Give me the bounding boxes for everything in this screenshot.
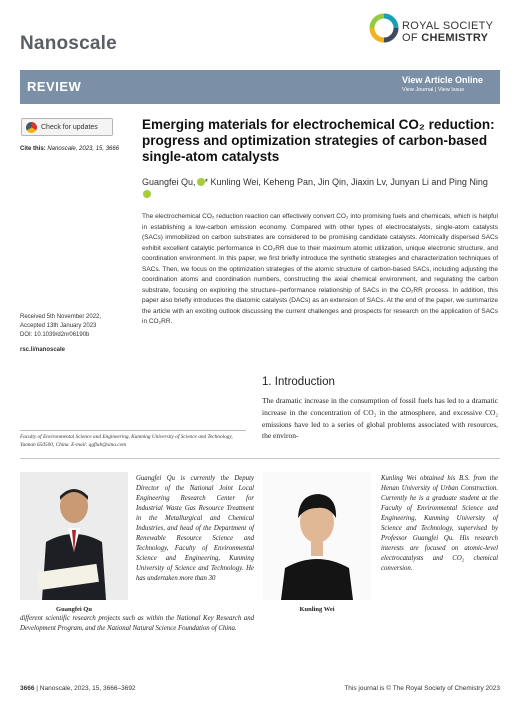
page-footer-copyright: This journal is © The Royal Society of Chemistry 2023	[344, 685, 500, 692]
received-dates: Received 5th November 2022, Accepted 13th January 2023	[20, 314, 102, 329]
crossmark-icon	[26, 122, 37, 133]
author-bio-qu: Guangfei Qu is currently the Deputy Director of the National Joint Local Engineering Research Center for Industrial Waste Gas Resource Treatment in the Metallurgical and Chemical Industries, and head of the Department of Renewable Resource Science and Technology, Faculty of Environmental Science and Engineering, Kunming University of Science and Technology. He has undertaken more than 30	[136, 475, 254, 582]
photo-caption: Kunling Wei	[299, 606, 335, 613]
author-list: Guangfei Qu, * Kunling Wei, Keheng Pan, Jin Qin, Jiaxin Lv, Junyan Li and Ping Ning	[142, 176, 492, 200]
cite-this: Cite this: Nanoscale, 2023, 15, 3666	[20, 146, 120, 152]
page-footer-citation: 3666 | Nanoscale, 2023, 15, 3666–3692	[20, 685, 136, 692]
orcid-icon[interactable]	[143, 190, 151, 198]
publisher-line-2: OF CHEMISTRY	[402, 32, 489, 44]
author-bio-wei: Kunling Wei obtained his B.S. from the Henan University of Urban Construction. Currently he is a graduate student at the Faculty of Environmental Science and Engineering, Kunming University of Science and Technology, supervised by Professor Guangfei Qu. His research interests are focused on atomic-level electrocatalysts and CO₂ chemical conversion.	[381, 475, 498, 572]
abstract: The electrochemical CO₂ reduction reaction can effectively convert CO₂ into promising fuels and chemicals, which is helpful in establishing a low-carbon emission economy. Compared with other types of electrocatalysts, single-atom catalysts (SACs) immobilized on carbon substrates are considered to be promising candidate catalysts. Atomically dispersed SACs exhibit excellent catalytic performance in CO₂RR due to their maximum atomic utilization, unique electronic structure, and coordination environment. In this paper, we first briefly introduce the synthetic strategies and characterization techniques of SACs. Then, we focus on the optimization strategies of the atomic structure of carbon-based SACs, including adjusting the coordination atoms and coordination numbers, constructing the axial chemical environment, and regulating the carbon substrate, focusing on exploring the structure–performance relationship of SACs in the CO₂RR process. In addition, this paper also briefly introduces the diatomic catalysts (DACs) as an extension of SACs. At the end of the paper, we summarize the article with an exciting outlook discussing the current challenges and prospects for research on the application of SACs in CO₂RR.	[142, 213, 498, 325]
view-journal-issue-links[interactable]: View Journal | View Issue	[402, 87, 465, 93]
portrait-qu-image	[20, 472, 128, 600]
check-for-updates-label: Check for updates	[41, 123, 98, 131]
intro-paragraph: The dramatic increase in the consumption of fossil fuels has led to a dramatic increase in the concentration of CO₂ in the atmosphere, and excessive CO₂ emissions have led to a series of global problems associated with resources, the environ-	[262, 396, 498, 441]
section-heading: 1. Introduction	[262, 376, 335, 388]
photo-caption: Guangfei Qu	[56, 606, 92, 613]
author-photo-wei	[263, 472, 371, 600]
rsc-logo-icon	[368, 12, 400, 52]
check-for-updates-button[interactable]	[21, 118, 113, 136]
journal-name[interactable]: Nanoscale	[20, 33, 117, 54]
article-title: Emerging materials for electrochemical CO₂ reduction: progress and optimization strategies of carbon-based single-atom catalysts	[142, 117, 495, 164]
section-label: REVIEW	[27, 79, 82, 94]
view-article-online-link[interactable]: View Article Online	[402, 75, 484, 85]
journal-link[interactable]: rsc.li/nanoscale	[20, 347, 66, 353]
author-bio-qu-continued: different scientific research projects such as within the National Key Research and Development Program, and the National Natural Science Foundation of China.	[20, 615, 254, 632]
publisher-line-1: ROYAL SOCIETY	[402, 20, 494, 32]
orcid-icon[interactable]	[197, 178, 205, 186]
affiliation: Faculty of Environmental Science and Engineering, Kunming University of Science and Technology, Yunnan 650500, China. E-mail: qgflab@sina.com	[20, 430, 246, 449]
divider	[20, 458, 500, 459]
author-photo-qu	[20, 472, 128, 600]
portrait-wei-image	[263, 472, 371, 600]
doi[interactable]: DOI: 10.1039/d2nr06190b	[20, 332, 90, 338]
